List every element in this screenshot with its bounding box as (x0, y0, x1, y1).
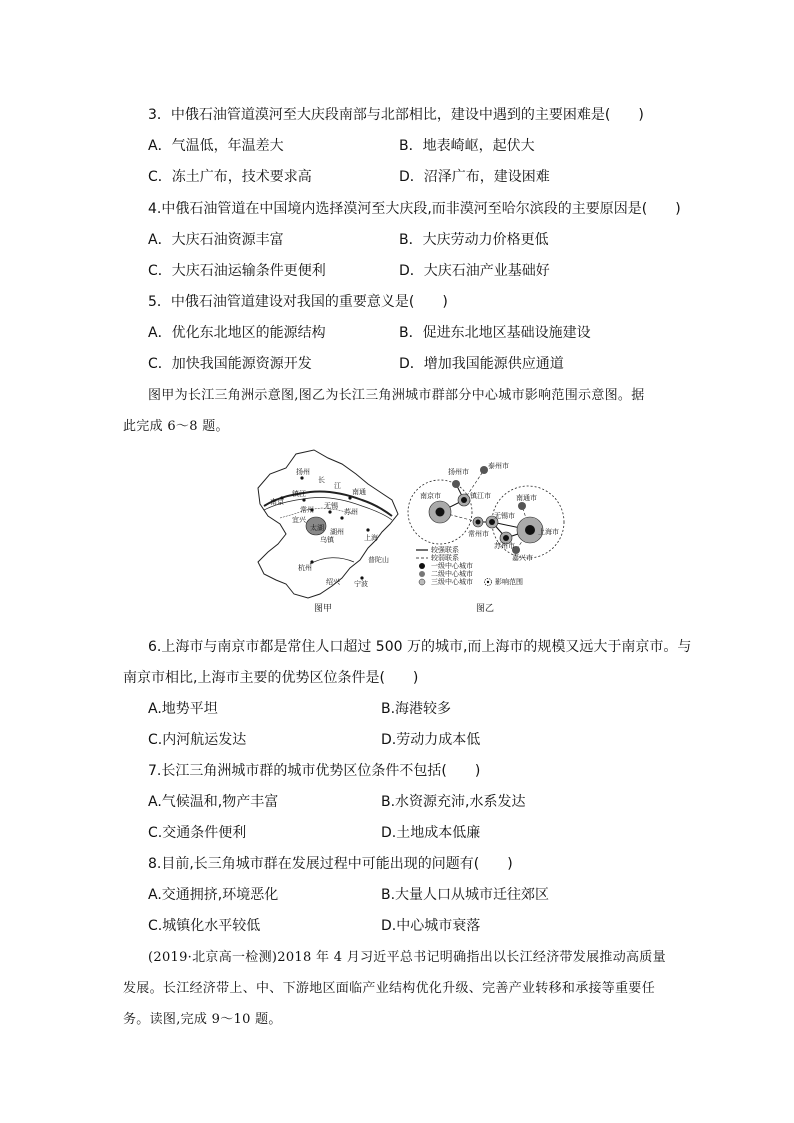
node-yangzhou (452, 480, 460, 488)
q5-option-d: D．增加我国能源供应通道 (399, 356, 564, 372)
q3-option-b: B．地表崎岖，起伏大 (399, 138, 535, 154)
q3-option-d: D．沼泽广布，建设困难 (399, 169, 550, 185)
legend-level2: 二级中心城市 (431, 570, 473, 578)
label-yi-changzhou: 常州市 (468, 530, 489, 538)
q4-option-c: C．大庆石油运输条件更便利 (148, 263, 326, 279)
q5-option-b: B．促进东北地区基础设施建设 (399, 325, 591, 341)
q5-option-a: A．优化东北地区的能源结构 (148, 325, 326, 341)
legend-strong: 较强联系 (431, 546, 459, 554)
label-nantong: 南通 (352, 488, 366, 496)
legend-weak: 较弱联系 (431, 554, 459, 562)
legend-level3-icon (419, 579, 425, 585)
q6-stem-line2: 南京市相比,上海市主要的优势区位条件是( ) (123, 670, 419, 686)
q7-option-c: C.交通条件便利 (148, 825, 247, 841)
delta-outline (258, 450, 398, 598)
label-wuxi: 无锡 (324, 502, 338, 510)
q8-option-a: A.交通拥挤,环境恶化 (148, 887, 279, 903)
q6-stem-line1: 6.上海市与南京市都是常住人口超过 500 万的城市,而上海市的规模又远大于南京市。与 (148, 639, 692, 655)
q4-stem: 4.中俄石油管道在中国境内选择漠河至大庆段,而非漠河至哈尔滨段的主要原因是( ) (148, 201, 681, 217)
label-yi-zhenjiang: 镇江市 (470, 492, 491, 500)
label-shanghai: 上海 (364, 534, 378, 542)
label-chang: 长 (318, 476, 325, 484)
q6-option-d: D.劳动力成本低 (381, 732, 481, 748)
node-taizhou (480, 466, 488, 474)
node-nanjing (436, 508, 445, 517)
legend-level1-icon (419, 563, 425, 569)
label-yi-suzhou: 苏州市 (494, 542, 515, 550)
intro-9-10-line1: (2019·北京高一检测)2018 年 4 月习近平总书记明确指出以长江经济带发展推动高质量 (148, 950, 666, 965)
q6-option-b: B.海港较多 (381, 701, 452, 717)
intro-9-10-line3: 务。读图,完成 9～10 题。 (123, 1012, 282, 1027)
node-nantong (518, 502, 526, 510)
q8-option-b: B.大量人口从城市迁往郊区 (381, 887, 550, 903)
city-dot-wuxi (328, 510, 331, 513)
label-zhenjiang: 镇江 (292, 490, 306, 498)
label-yi-nanjing: 南京市 (420, 492, 441, 500)
caption-yi: 图乙 (476, 604, 495, 614)
q7-option-b: B.水资源充沛,水系发达 (381, 794, 526, 810)
q8-option-d: D.中心城市衰落 (381, 918, 481, 934)
q7-stem: 7.长江三角洲城市群的城市优势区位条件不包括( ) (148, 763, 481, 779)
label-huzhou: 湖州 (330, 528, 344, 536)
label-nanjing: 南京 (270, 498, 284, 506)
label-putuoshan: 普陀山 (368, 556, 389, 564)
q4-option-b: B．大庆劳动力价格更低 (399, 232, 549, 248)
q3-option-a: A．气温低，年温差大 (148, 138, 284, 154)
label-taihu: 太湖 (310, 524, 324, 532)
label-ningbo: 宁波 (354, 580, 368, 588)
legend (416, 545, 523, 586)
label-hangzhou: 杭州 (298, 564, 312, 572)
q7-option-d: D.土地成本低廉 (381, 825, 481, 841)
intro-6-8-line1: 图甲为长江三角洲示意图,图乙为长江三角洲城市群部分中心城市影响范围示意图。据 (148, 388, 645, 403)
legend-range: 影响范围 (495, 578, 523, 586)
q4-option-d: D．大庆石油产业基础好 (399, 263, 550, 279)
q6-option-a: A.地势平坦 (148, 701, 218, 717)
figure-maps (250, 444, 580, 614)
q5-stem: 5．中俄石油管道建设对我国的重要意义是( ) (148, 294, 448, 310)
label-yi-jiaxing: 嘉兴市 (512, 554, 533, 562)
label-yangzhou: 扬州 (296, 468, 310, 476)
city-dot-yangzhou (300, 476, 303, 479)
label-wuzhen: 乌镇 (320, 536, 334, 544)
q5-option-c: C．加快我国能源资源开发 (148, 356, 312, 372)
map-yi (408, 461, 564, 614)
label-yi-wuxi: 无锡市 (494, 512, 515, 520)
legend-level2-icon (419, 571, 425, 577)
label-yi-yangzhou: 扬州市 (448, 468, 469, 476)
map-jia (258, 450, 398, 614)
city-dot-shanghai (366, 528, 369, 531)
node-zhenjiang (461, 497, 467, 503)
q6-option-c: C.内河航运发达 (148, 732, 247, 748)
label-yi-taizhou: 泰州市 (488, 462, 509, 470)
city-dot-zhenjiang (302, 498, 305, 501)
city-dot-suzhou (340, 516, 343, 519)
label-shaoxing: 绍兴 (326, 578, 340, 586)
caption-jia: 图甲 (314, 604, 333, 614)
q3-option-c: C．冻土广布，技术要求高 (148, 169, 312, 185)
q4-option-a: A．大庆石油资源丰富 (148, 232, 284, 248)
label-suzhou: 苏州 (344, 508, 358, 516)
city-dot-nantong (348, 496, 351, 499)
q7-option-a: A.气候温和,物产丰富 (148, 794, 279, 810)
intro-9-10-line2: 发展。长江经济带上、中、下游地区面临产业结构优化升级、完善产业转移和承接等重要任 (123, 981, 656, 996)
q3-stem: 3．中俄石油管道漠河至大庆段南部与北部相比，建设中遇到的主要困难是( ) (148, 107, 644, 123)
q8-stem: 8.目前,长三角城市群在发展过程中可能出现的问题有( ) (148, 856, 513, 872)
label-changzhou: 常州 (300, 506, 314, 514)
intro-6-8-line2: 此完成 6～8 题。 (123, 419, 229, 434)
label-yi-nantong: 南通市 (516, 494, 537, 502)
node-shanghai (525, 525, 535, 535)
node-changzhou (476, 520, 481, 525)
node-suzhou (503, 535, 509, 541)
legend-range-dot (487, 581, 489, 583)
legend-level3: 三级中心城市 (431, 578, 473, 586)
label-yixing: 宜兴 (292, 516, 306, 524)
label-yi-shanghai: 上海市 (538, 528, 559, 536)
q8-option-c: C.城镇化水平较低 (148, 918, 261, 934)
label-jiang: 江 (334, 482, 341, 490)
legend-level1: 一级中心城市 (431, 562, 473, 570)
